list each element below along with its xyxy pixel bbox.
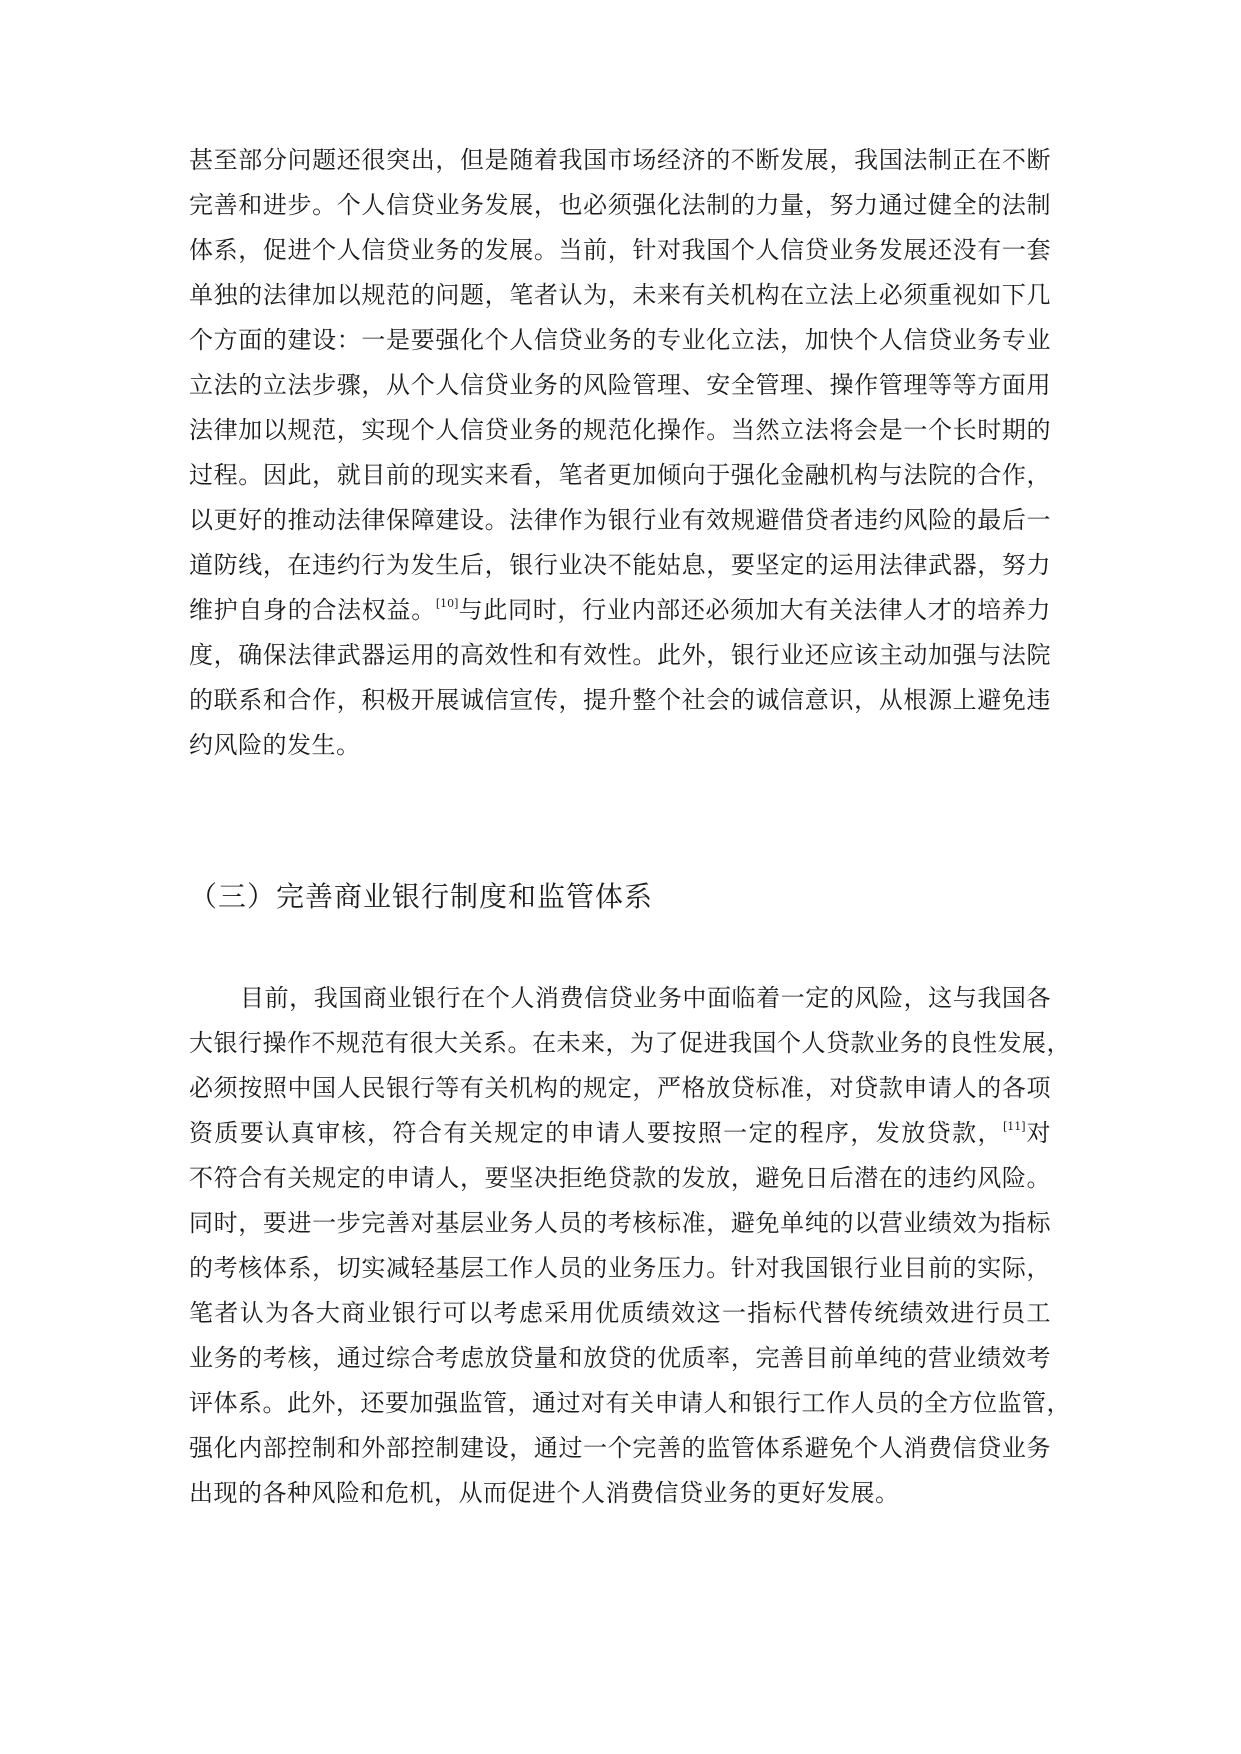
paragraph-line: 体系，促进个人信贷业务的发展。当前，针对我国个人信贷业务发展还没有一套 — [189, 236, 1051, 264]
paragraph-line: 笔者认为各大商业银行可以考虑采用优质绩效这一指标代替传统绩效进行员工 — [189, 1299, 1051, 1327]
citation-ref-11: [11] — [1002, 1120, 1026, 1133]
paragraph-line: 甚至部分问题还很突出，但是随着我国市场经济的不断发展，我国法制正在不断 — [189, 146, 1051, 174]
paragraph-line: 评体系。此外，还要加强监管，通过对有关申请人和银行工作人员的全方位监管， — [189, 1389, 1071, 1417]
paragraph-line-with-citation — [189, 588, 1051, 632]
section-heading: （三）完善商业银行制度和监管体系 — [189, 880, 654, 913]
paragraph-line: 同时，要进一步完善对基层业务人员的考核标准，避免单纯的以营业绩效为指标 — [189, 1209, 1051, 1237]
paragraph-line: 出现的各种风险和危机，从而促进个人消费信贷业务的更好发展。 — [189, 1479, 900, 1507]
paragraph-line: 过程。因此，就目前的现实来看，笔者更加倾向于强化金融机构与法院的合作， — [189, 461, 1051, 489]
text-segment: 维护自身的合法权益。 — [189, 596, 436, 624]
paragraph-line: 的考核体系，切实减轻基层工作人员的业务压力。针对我国银行业目前的实际， — [189, 1254, 1051, 1282]
paragraph-line-with-citation — [189, 1111, 1051, 1155]
citation-ref-10: [10] — [435, 597, 459, 610]
paragraph-line: 不符合有关规定的申请人，要坚决拒绝贷款的发放，避免日后潜在的违约风险。 — [189, 1164, 1051, 1192]
paragraph-line: 以更好的推动法律保障建设。法律作为银行业有效规避借贷者违约风险的最后一 — [189, 506, 1051, 534]
paragraph-line: 立法的立法步骤，从个人信贷业务的风险管理、安全管理、操作管理等等方面用 — [189, 371, 1051, 399]
paragraph-line: 强化内部控制和外部控制建设，通过一个完善的监管体系避免个人消费信贷业务 — [189, 1434, 1051, 1462]
text-segment: 资质要认真审核，符合有关规定的申请人要按照一定的程序，发放贷款， — [189, 1119, 1003, 1147]
paragraph-line: 目前，我国商业银行在个人消费信贷业务中面临着一定的风险，这与我国各 — [240, 984, 1051, 1012]
paragraph-line: 业务的考核，通过综合考虑放贷量和放贷的优质率，完善目前单纯的营业绩效考 — [189, 1344, 1051, 1372]
paragraph-line: 单独的法律加以规范的问题，笔者认为，未来有关机构在立法上必须重视如下几 — [189, 281, 1051, 309]
paragraph-line: 度，确保法律武器运用的高效性和有效性。此外，银行业还应该主动加强与法院 — [189, 641, 1051, 669]
paragraph-line: 法律加以规范，实现个人信贷业务的规范化操作。当然立法将会是一个长时期的 — [189, 416, 1051, 444]
paragraph-line: 必须按照中国人民银行等有关机构的规定，严格放贷标准，对贷款申请人的各项 — [189, 1074, 1051, 1102]
paragraph-line: 的联系和合作，积极开展诚信宣传，提升整个社会的诚信意识，从根源上避免违 — [189, 686, 1051, 714]
paragraph-line: 约风险的发生。 — [189, 731, 361, 759]
paragraph-line: 道防线，在违约行为发生后，银行业决不能姑息，要坚定的运用法律武器，努力 — [189, 551, 1051, 579]
text-segment: 与此同时，行业内部还必须加大有关法律人才的培养力 — [458, 596, 1052, 624]
text-segment: 对 — [1025, 1119, 1051, 1147]
paragraph-line: 个方面的建设：一是要强化个人信贷业务的专业化立法，加快个人信贷业务专业 — [189, 326, 1051, 354]
paragraph-line: 完善和进步。个人信贷业务发展，也必须强化法制的力量，努力通过健全的法制 — [189, 191, 1051, 219]
paragraph-line: 大银行操作不规范有很大关系。在未来，为了促进我国个人贷款业务的良性发展， — [189, 1029, 1071, 1057]
